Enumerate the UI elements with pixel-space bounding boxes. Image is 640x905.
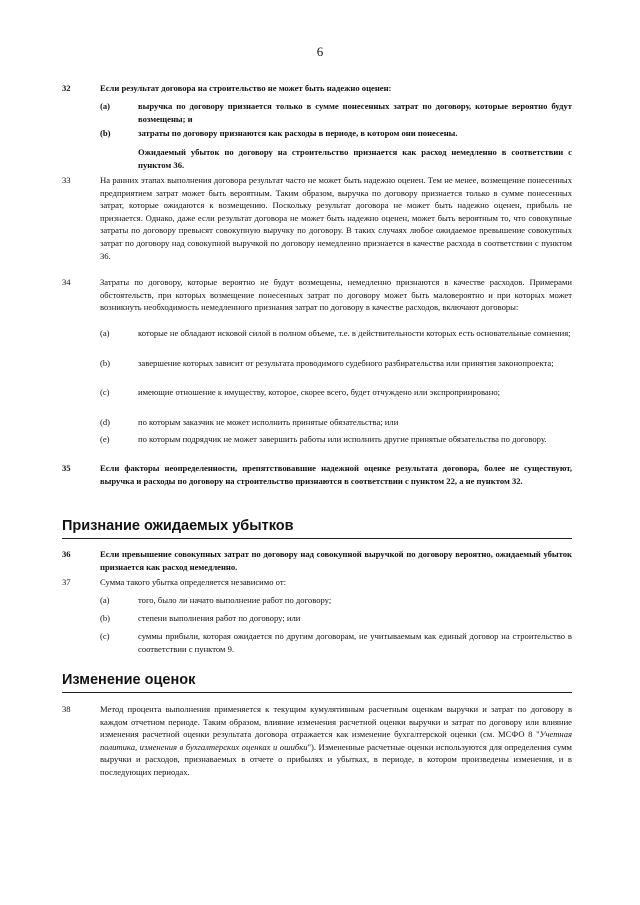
paragraph-32	[62, 82, 572, 95]
item-label: (a)	[100, 595, 110, 605]
item-text: завершение которых зависит от результата проводимого судебного разбирательства или принятия законопроекта;	[138, 358, 554, 368]
text-run: Метод процента выполнения применяется к текущим кумулятивным расчетным оценкам выручки и затрат по договору в каждом отчетном периоде. Таким образом, влияние изменения расчетной оценки выручки и затрат по договору или влияние изменения расчетной оценки результата договора отражается как изменение бухгалтерской оценки (см. МСФО 8 "	[100, 704, 572, 740]
note-text: Ожидаемый убыток по договору на строительство признается как расход немедленно в соответствии с пунктом 36.	[138, 147, 572, 170]
item-text: по которым подрядчик не может завершить работы или исполнить другие принятые обязательства по договору.	[138, 434, 547, 444]
item-text: которые не обладают исковой силой в полном объеме, т.е. в действительности которых есть основательные сомнения;	[138, 328, 571, 338]
list-item	[100, 594, 572, 607]
list-item	[100, 386, 572, 399]
paragraph-text: Затраты по договору, которые вероятно не будут возмещены, немедленно признаются в качестве расходов. Примерами обстоятельств, при которых возмещение понесенных затрат по договору может быть маловероятно и при которых может возникнуть необходимость немедленного признания затрат по договору в качестве расходов, включают договоры:	[100, 277, 572, 313]
paragraph-text	[100, 703, 572, 779]
paragraph-number: 38	[62, 704, 71, 714]
paragraph-text: На ранних этапах выполнения договора результат часто не может быть надежно оценен. Тем не менее, возмещение понесенных предприятием затрат может быть вероятным. Таким образом, выручка по договору признается только в сумме понесенных затрат, которые ожидаются к возмещению. Поскольку результат договора не может быть надежно оценен, прибыль не признается. Однако, даже если результат договора не может быть надежно оценен, может быть вероятным то, что совокупные затраты по договору превысят совокупную выручку по договору. В таких случаях любое ожидаемое превышение совокупных затрат по договору над совокупной выручкой по договору немедленно признается в качестве расхода в соответствии с пунктом 36.	[100, 175, 572, 261]
list-item	[100, 127, 572, 140]
item-text: имеющие отношение к имуществу, которое, скорее всего, будет отчуждено или экспроприировано;	[138, 387, 501, 397]
section-heading: Изменение оценок	[62, 672, 196, 688]
paragraph-34	[62, 276, 572, 314]
list-item	[100, 612, 572, 625]
list-item	[100, 630, 572, 655]
paragraph-number: 33	[62, 175, 71, 185]
heading-underline	[62, 692, 572, 693]
paragraph-text: Если факторы неопределенности, препятствовавшие надежной оценке результата договора, более не существуют, выручка и расходы по договору на строительство признаются в соответствии с пунктом 22, а не пунктом 32.	[100, 463, 572, 486]
paragraph-text: Сумма такого убытка определяется независимо от:	[100, 577, 286, 587]
list-item	[100, 357, 572, 370]
item-label: (d)	[100, 417, 111, 427]
item-label: (b)	[100, 358, 111, 368]
item-text: того, было ли начато выполнение работ по договору;	[138, 595, 332, 605]
paragraph-number: 36	[62, 549, 71, 559]
item-label: (a)	[100, 328, 110, 338]
heading-underline	[62, 538, 572, 539]
text-run: "). Измененные расчетные оценки используются для определения сумм выручки и расходов, признаваемых в отчете о прибылях и убытках, в периоде, в котором произведены изменения, и в последующих периодах.	[100, 741, 573, 777]
item-label: (c)	[100, 631, 110, 641]
paragraph-text: Если превышение совокупных затрат по договору над совокупной выручкой по договору вероятно, ожидаемый убыток признается как расход немедленно.	[100, 549, 572, 572]
paragraph-number: 35	[62, 463, 71, 473]
paragraph-38	[62, 703, 572, 779]
item-label: (e)	[100, 434, 110, 444]
item-label: (b)	[100, 613, 111, 623]
standard-title: Учетная политика, изменения в бухгалтерских оценках и ошибки	[100, 729, 572, 752]
item-label: (c)	[100, 387, 110, 397]
list-item	[100, 327, 572, 340]
paragraph-number: 32	[62, 83, 71, 93]
list-item	[100, 433, 572, 446]
paragraph-number: 34	[62, 277, 71, 287]
item-label: (a)	[100, 101, 111, 111]
item-text: суммы прибыли, которая ожидается по другим договорам, не учитываемым как единый договор на строительство в соответствии с пунктом 9.	[138, 631, 572, 654]
page-number: 6	[316, 44, 324, 59]
paragraph-number: 37	[62, 577, 71, 587]
list-item	[100, 100, 572, 125]
item-text: степени выполнения работ по договору; или	[138, 613, 301, 623]
paragraph-text: Если результат договора на строительство не может быть надежно оценен:	[100, 83, 392, 93]
paragraph-35	[62, 462, 572, 487]
item-text: выручка по договору признается только в сумме понесенных затрат по договору, которые вероятно будут возмещены; и	[138, 101, 572, 124]
paragraph-37	[62, 576, 572, 589]
item-label: (b)	[100, 128, 111, 138]
item-text: по которым заказчик не может исполнить принятые обязательства; или	[138, 417, 399, 427]
paragraph-36	[62, 548, 572, 573]
item-text: затраты по договору признаются как расходы в периоде, в котором они понесены.	[138, 128, 458, 138]
paragraph-33	[62, 174, 572, 262]
paragraph-note	[100, 146, 572, 171]
section-heading: Признание ожидаемых убытков	[62, 518, 294, 534]
list-item	[100, 416, 572, 429]
